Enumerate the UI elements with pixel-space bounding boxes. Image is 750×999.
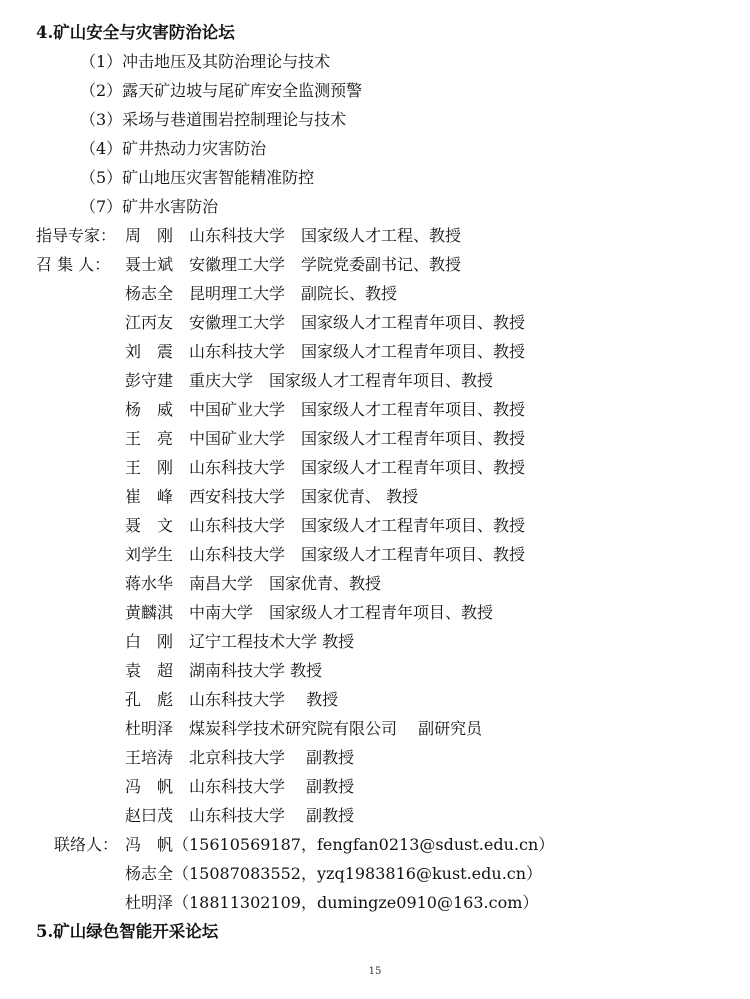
convener-item: 孔 彪 山东科技大学 教授 xyxy=(125,690,339,709)
convener-item: 袁 超 湖南科技大学 教授 xyxy=(125,661,323,680)
convener-item: 刘学生 山东科技大学 国家级人才工程青年项目、教授 xyxy=(125,545,526,564)
guide-label: 指导专家： xyxy=(36,226,117,245)
convener-item: 王培涛 北京科技大学 副教授 xyxy=(125,748,355,767)
section5-title: 5.矿山绿色智能开采论坛 xyxy=(36,922,219,941)
topic-item: （1）冲击地压及其防治理论与技术 xyxy=(80,52,331,71)
convener-item: 赵曰茂 山东科技大学 副教授 xyxy=(125,806,355,825)
guide-text: 周 刚 山东科技大学 国家级人才工程、教授 xyxy=(125,226,462,245)
convener-item: 王 亮 中国矿业大学 国家级人才工程青年项目、教授 xyxy=(125,429,526,448)
convener-item: 王 刚 山东科技大学 国家级人才工程青年项目、教授 xyxy=(125,458,526,477)
convener-item: 冯 帆 山东科技大学 副教授 xyxy=(125,777,355,796)
topic-item: （7）矿井水害防治 xyxy=(80,197,219,216)
convener-item: 彭守建 重庆大学 国家级人才工程青年项目、教授 xyxy=(125,371,494,390)
topic-item: （2）露天矿边坡与尾矿库安全监测预警 xyxy=(80,81,363,100)
convener-item: 聂士斌 安徽理工大学 学院党委副书记、教授 xyxy=(125,255,462,274)
topic-item: （4）矿井热动力灾害防治 xyxy=(80,139,267,158)
contact-item: 杜明泽（18811302109，dumingze0910@163.com） xyxy=(125,893,539,912)
topic-item: （5）矿山地压灾害智能精准防控 xyxy=(80,168,315,187)
convener-item: 杜明泽 煤炭科学技术研究院有限公司 副研究员 xyxy=(125,719,483,738)
convener-item: 聂 文 山东科技大学 国家级人才工程青年项目、教授 xyxy=(125,516,526,535)
convener-item: 蒋水华 南昌大学 国家优青、教授 xyxy=(125,574,382,593)
convener-item: 刘 震 山东科技大学 国家级人才工程青年项目、教授 xyxy=(125,342,526,361)
contact-item: 杨志全（15087083552，yzq1983816@kust.edu.cn） xyxy=(125,864,543,883)
convener-item: 白 刚 辽宁工程技术大学 教授 xyxy=(125,632,355,651)
convener-item: 黄麟淇 中南大学 国家级人才工程青年项目、教授 xyxy=(125,603,494,622)
contact-label: 联络人： xyxy=(54,835,119,854)
convener-label: 召 集 人： xyxy=(36,255,111,274)
page-number: 15 xyxy=(368,966,382,977)
topic-item: （3）采场与巷道围岩控制理论与技术 xyxy=(80,110,347,129)
convener-item: 杨 威 中国矿业大学 国家级人才工程青年项目、教授 xyxy=(125,400,526,419)
convener-item: 杨志全 昆明理工大学 副院长、教授 xyxy=(125,284,398,303)
convener-item: 江丙友 安徽理工大学 国家级人才工程青年项目、教授 xyxy=(125,313,526,332)
section4-title: 4.矿山安全与灾害防治论坛 xyxy=(36,23,235,42)
contact-item: 冯 帆（15610569187，fengfan0213@sdust.edu.cn） xyxy=(125,835,555,854)
convener-item: 崔 峰 西安科技大学 国家优青、 教授 xyxy=(125,487,419,506)
